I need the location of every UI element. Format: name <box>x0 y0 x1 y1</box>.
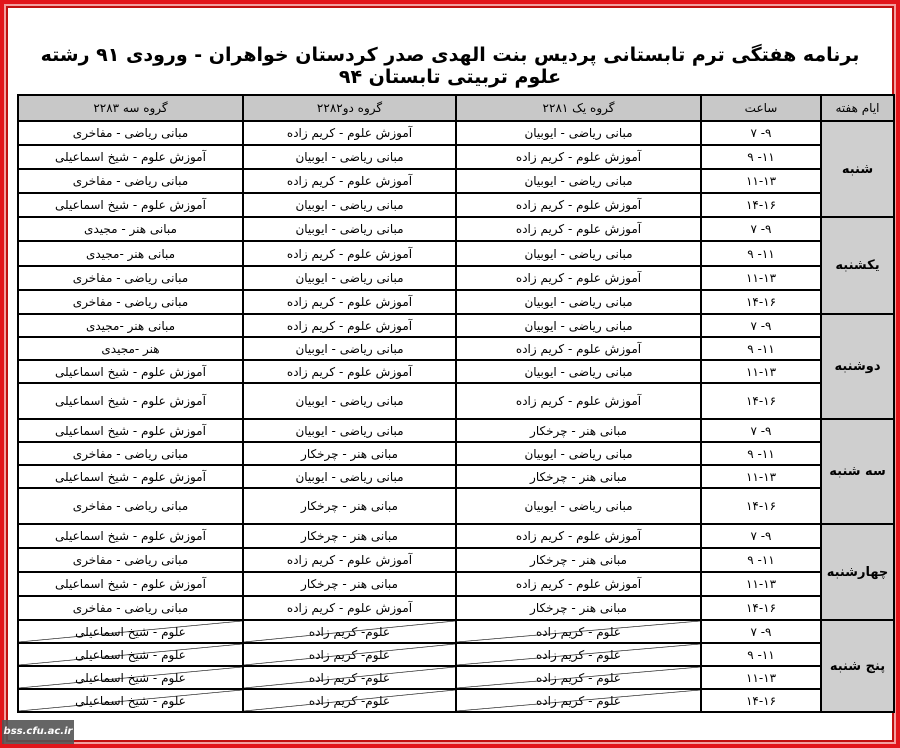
table-row <box>18 465 894 488</box>
header-group-1: گروه یک ۲۲۸۱ <box>456 95 701 121</box>
time-cell: ۷ -۹ <box>701 217 821 241</box>
table-row <box>18 266 894 290</box>
table-row <box>18 169 894 193</box>
group-2-cell: علوم- کریم زاده <box>243 620 456 643</box>
group-1-cell: مبانی ریاضی - ایوبیان <box>456 314 701 337</box>
table-row <box>18 217 894 241</box>
group-2-cell: آموزش علوم - کریم زاده <box>243 290 456 314</box>
time-cell: ۷ -۹ <box>701 620 821 643</box>
day-cell: یکشنبه <box>821 217 894 314</box>
group-3-cell: مبانی ریاضی - مفاخری <box>18 488 243 524</box>
group-3-cell: آموزش علوم - شیخ اسماعیلی <box>18 572 243 596</box>
group-1-cell: آموزش علوم - کریم زاده <box>456 145 701 169</box>
group-3-cell: مبانی هنر -مجیدی <box>18 241 243 266</box>
group-3-cell: مبانی ریاضی - مفاخری <box>18 266 243 290</box>
group-2-cell: علوم- کریم زاده <box>243 689 456 712</box>
group-1-cell: آموزش علوم - کریم زاده <box>456 337 701 360</box>
group-1-cell: مبانی ریاضی - ایوبیان <box>456 360 701 383</box>
table-row <box>18 193 894 217</box>
group-1-cell: آموزش علوم - کریم زاده <box>456 193 701 217</box>
day-cell: سه شنبه <box>821 419 894 524</box>
group-1-cell: علوم - کریم زاده <box>456 643 701 666</box>
time-cell: ۹ -۱۱ <box>701 145 821 169</box>
table-row <box>18 689 894 712</box>
time-cell: ۹ -۱۱ <box>701 643 821 666</box>
table-row <box>18 548 894 572</box>
group-2-cell: مبانی ریاضی - ایوبیان <box>243 266 456 290</box>
time-cell: ۱۴-۱۶ <box>701 290 821 314</box>
table-row <box>18 620 894 643</box>
time-cell: ۱۴-۱۶ <box>701 488 821 524</box>
table-row <box>18 241 894 266</box>
table-row <box>18 666 894 689</box>
group-3-cell: مبانی ریاضی - مفاخری <box>18 596 243 620</box>
time-cell: ۱۱-۱۳ <box>701 360 821 383</box>
group-3-cell: علوم - شیخ اسماعیلی <box>18 643 243 666</box>
group-1-cell: آموزش علوم - کریم زاده <box>456 572 701 596</box>
table-row <box>18 383 894 419</box>
day-cell: چهارشنبه <box>821 524 894 620</box>
group-3-cell: آموزش علوم - شیخ اسماعیلی <box>18 383 243 419</box>
group-3-cell: آموزش علوم - شیخ اسماعیلی <box>18 360 243 383</box>
group-1-cell: مبانی هنر - چرخکار <box>456 548 701 572</box>
group-2-cell: مبانی ریاضی - ایوبیان <box>243 465 456 488</box>
day-cell: شنبه <box>821 121 894 217</box>
header-time: ساعت <box>701 95 821 121</box>
group-2-cell: مبانی ریاضی - ایوبیان <box>243 383 456 419</box>
group-2-cell: مبانی ریاضی - ایوبیان <box>243 217 456 241</box>
group-3-cell: مبانی ریاضی - مفاخری <box>18 548 243 572</box>
group-2-cell: مبانی ریاضی - ایوبیان <box>243 145 456 169</box>
group-2-cell: آموزش علوم - کریم زاده <box>243 548 456 572</box>
group-3-cell: آموزش علوم - شیخ اسماعیلی <box>18 193 243 217</box>
group-2-cell: آموزش علوم - کریم زاده <box>243 169 456 193</box>
header-row <box>18 95 894 121</box>
group-2-cell: آموزش علوم - کریم زاده <box>243 241 456 266</box>
group-1-cell: علوم - کریم زاده <box>456 666 701 689</box>
group-1-cell: آموزش علوم - کریم زاده <box>456 217 701 241</box>
group-1-cell: مبانی هنر - چرخکار <box>456 419 701 442</box>
time-cell: ۹ -۱۱ <box>701 337 821 360</box>
group-2-cell: علوم- کریم زاده <box>243 666 456 689</box>
group-1-cell: مبانی ریاضی - ایوبیان <box>456 169 701 193</box>
time-cell: ۷ -۹ <box>701 121 821 145</box>
group-2-cell: علوم- کریم زاده <box>243 643 456 666</box>
time-cell: ۱۱-۱۳ <box>701 169 821 193</box>
time-cell: ۷ -۹ <box>701 524 821 548</box>
group-3-cell: آموزش علوم - شیخ اسماعیلی <box>18 419 243 442</box>
group-1-cell: مبانی هنر - چرخکار <box>456 465 701 488</box>
table-row <box>18 314 894 337</box>
table-row <box>18 596 894 620</box>
time-cell: ۹ -۱۱ <box>701 241 821 266</box>
group-3-cell: مبانی هنر -مجیدی <box>18 314 243 337</box>
group-1-cell: علوم - کریم زاده <box>456 689 701 712</box>
day-cell: دوشنبه <box>821 314 894 419</box>
table-row <box>18 290 894 314</box>
table-row <box>18 572 894 596</box>
table-row <box>18 488 894 524</box>
header-day: ایام هفته <box>821 95 894 121</box>
group-2-cell: مبانی هنر - چرخکار <box>243 488 456 524</box>
time-cell: ۱۱-۱۳ <box>701 666 821 689</box>
group-3-cell: آموزش علوم - شیخ اسماعیلی <box>18 145 243 169</box>
schedule-table <box>17 94 895 713</box>
header-group-2: گروه دو۲۲۸۲ <box>243 95 456 121</box>
group-2-cell: آموزش علوم - کریم زاده <box>243 314 456 337</box>
site-watermark: bss.cfu.ac.ir <box>2 720 74 744</box>
table-row <box>18 145 894 169</box>
group-2-cell: مبانی ریاضی - ایوبیان <box>243 337 456 360</box>
group-2-cell: آموزش علوم - کریم زاده <box>243 596 456 620</box>
table-row <box>18 524 894 548</box>
time-cell: ۱۱-۱۳ <box>701 572 821 596</box>
group-1-cell: مبانی ریاضی - ایوبیان <box>456 241 701 266</box>
group-1-cell: مبانی ریاضی - ایوبیان <box>456 121 701 145</box>
group-3-cell: علوم - شیخ اسماعیلی <box>18 666 243 689</box>
group-2-cell: مبانی هنر - چرخکار <box>243 572 456 596</box>
time-cell: ۱۴-۱۶ <box>701 596 821 620</box>
page-title: برنامه هفتگی ترم تابستانی پردیس بنت الهدی صدر کردستان خواهران - ورودی ۹۱ رشته علوم تربیتی تابستان ۹۴ <box>40 44 860 88</box>
time-cell: ۹ -۱۱ <box>701 442 821 465</box>
time-cell: ۱۴-۱۶ <box>701 193 821 217</box>
time-cell: ۷ -۹ <box>701 314 821 337</box>
group-3-cell: هنر -مجیدی <box>18 337 243 360</box>
group-3-cell: مبانی ریاضی - مفاخری <box>18 442 243 465</box>
time-cell: ۱۱-۱۳ <box>701 266 821 290</box>
time-cell: ۹ -۱۱ <box>701 548 821 572</box>
group-1-cell: مبانی هنر - چرخکار <box>456 596 701 620</box>
time-cell: ۱۴-۱۶ <box>701 689 821 712</box>
group-1-cell: آموزش علوم - کریم زاده <box>456 383 701 419</box>
group-2-cell: مبانی ریاضی - ایوبیان <box>243 419 456 442</box>
time-cell: ۷ -۹ <box>701 419 821 442</box>
group-3-cell: مبانی هنر - مجیدی <box>18 217 243 241</box>
group-3-cell: علوم - شیخ اسماعیلی <box>18 620 243 643</box>
group-1-cell: مبانی ریاضی - ایوبیان <box>456 290 701 314</box>
group-1-cell: مبانی ریاضی - ایوبیان <box>456 442 701 465</box>
group-3-cell: مبانی ریاضی - مفاخری <box>18 290 243 314</box>
day-cell: پنج شنبه <box>821 620 894 712</box>
time-cell: ۱۴-۱۶ <box>701 383 821 419</box>
table-row <box>18 643 894 666</box>
table-row <box>18 121 894 145</box>
group-2-cell: آموزش علوم - کریم زاده <box>243 121 456 145</box>
group-3-cell: مبانی ریاضی - مفاخری <box>18 121 243 145</box>
table-row <box>18 419 894 442</box>
group-1-cell: مبانی ریاضی - ایوبیان <box>456 488 701 524</box>
table-row <box>18 360 894 383</box>
time-cell: ۱۱-۱۳ <box>701 465 821 488</box>
table-row <box>18 337 894 360</box>
table-row <box>18 442 894 465</box>
group-3-cell: آموزش علوم - شیخ اسماعیلی <box>18 524 243 548</box>
group-1-cell: آموزش علوم - کریم زاده <box>456 266 701 290</box>
group-2-cell: مبانی ریاضی - ایوبیان <box>243 193 456 217</box>
group-3-cell: علوم - شیخ اسماعیلی <box>18 689 243 712</box>
group-2-cell: آموزش علوم - کریم زاده <box>243 360 456 383</box>
group-3-cell: مبانی ریاضی - مفاخری <box>18 169 243 193</box>
group-2-cell: مبانی هنر - چرخکار <box>243 442 456 465</box>
group-3-cell: آموزش علوم - شیخ اسماعیلی <box>18 465 243 488</box>
group-1-cell: آموزش علوم - کریم زاده <box>456 524 701 548</box>
header-group-3: گروه سه ۲۲۸۳ <box>18 95 243 121</box>
group-1-cell: علوم - کریم زاده <box>456 620 701 643</box>
group-2-cell: مبانی هنر - چرخکار <box>243 524 456 548</box>
